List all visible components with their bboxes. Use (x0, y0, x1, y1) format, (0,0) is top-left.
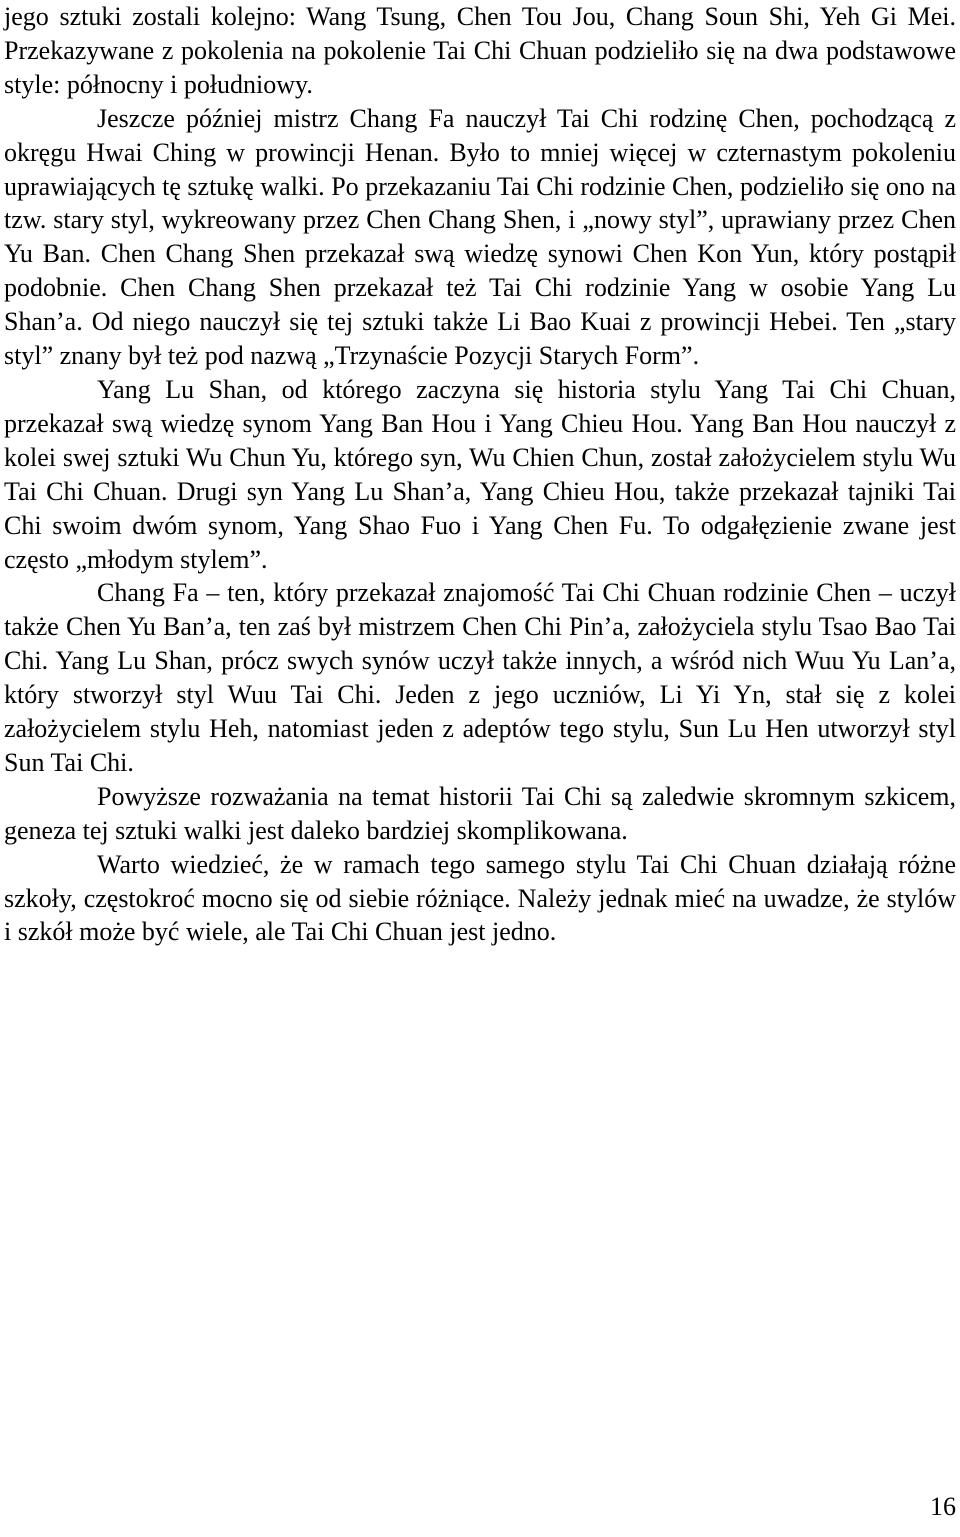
paragraph-3: Yang Lu Shan, od którego zaczyna się historia stylu Yang Tai Chi Chuan, przekazał swą wiedzę synom Yang Ban Hou i Yang Chieu Hou. Yang Ban Hou nauczył z kolei swej sztuki Wu Chun Yu, którego syn, Wu Chien Chun, został założycielem stylu Wu Tai Chi Chuan. Drugi syn Yang Lu Shan’a, Yang Chieu Hou, także przekazał tajniki Tai Chi swoim dwóm synom, Yang Shao Fuo i Yang Chen Fu. To odgałęzienie zwane jest często „młodym stylem”. (4, 374, 956, 574)
page-number: 16 (930, 1492, 956, 1521)
paragraph-2: Jeszcze później mistrz Chang Fa nauczył Tai Chi rodzinę Chen, pochodzącą z okręgu Hwai Ching w prowincji Henan. Było to mniej więcej w czternastym pokoleniu uprawiających tę sztukę walki. Po przekazaniu Tai Chi rodzinie Chen, podzieliło się ono na tzw. stary styl, wykreowany przez Chen Chang Shen, i „nowy styl”, uprawiany przez Chen Yu Ban. Chen Chang Shen przekazał swą wiedzę synowi Chen Kon Yun, który postąpił podobnie. Chen Chang Shen przekazał też Tai Chi rodzinie Yang w osobie Yang Lu Shan’a. Od niego nauczył się tej sztuki także Li Bao Kuai z prowincji Hebei. Ten „stary styl” znany był też pod nazwą „Trzynaście Pozycji Starych Form”. (4, 103, 956, 371)
paragraph-6: Warto wiedzieć, że w ramach tego samego stylu Tai Chi Chuan działają różne szkoły, częstokroć mocno się od siebie różniące. Należy jednak mieć na uwadze, że stylów i szkół może być wiele, ale Tai Chi Chuan jest jedno. (4, 849, 956, 947)
document-body (4, 0, 956, 949)
paragraph-4: Chang Fa – ten, który przekazał znajomość Tai Chi Chuan rodzinie Chen – uczył także Chen Yu Ban’a, ten zaś był mistrzem Chen Chi Pin’a, założyciela stylu Tsao Bao Tai Chi. Yang Lu Shan, prócz swych synów uczył także innych, a wśród nich Wuu Yu Lan’a, który stworzył styl Wuu Tai Chi. Jeden z jego uczniów, Li Yi Yn, stał się z kolei założycielem stylu Heh, natomiast jeden z adeptów tego stylu, Sun Lu Hen utworzył styl Sun Tai Chi. (4, 578, 956, 777)
paragraph-1: jego sztuki zostali kolejno: Wang Tsung, Chen Tou Jou, Chang Soun Shi, Yeh Gi Mei. Przekazywane z pokolenia na pokolenie Tai Chi Chuan podzieliło się na dwa podstawowe style: północny i południowy. (4, 2, 956, 99)
paragraph-5: Powyższe rozważania na temat historii Tai Chi są zaledwie skromnym szkicem, geneza tej sztuki walki jest daleko bardziej skomplikowana. (4, 781, 956, 845)
